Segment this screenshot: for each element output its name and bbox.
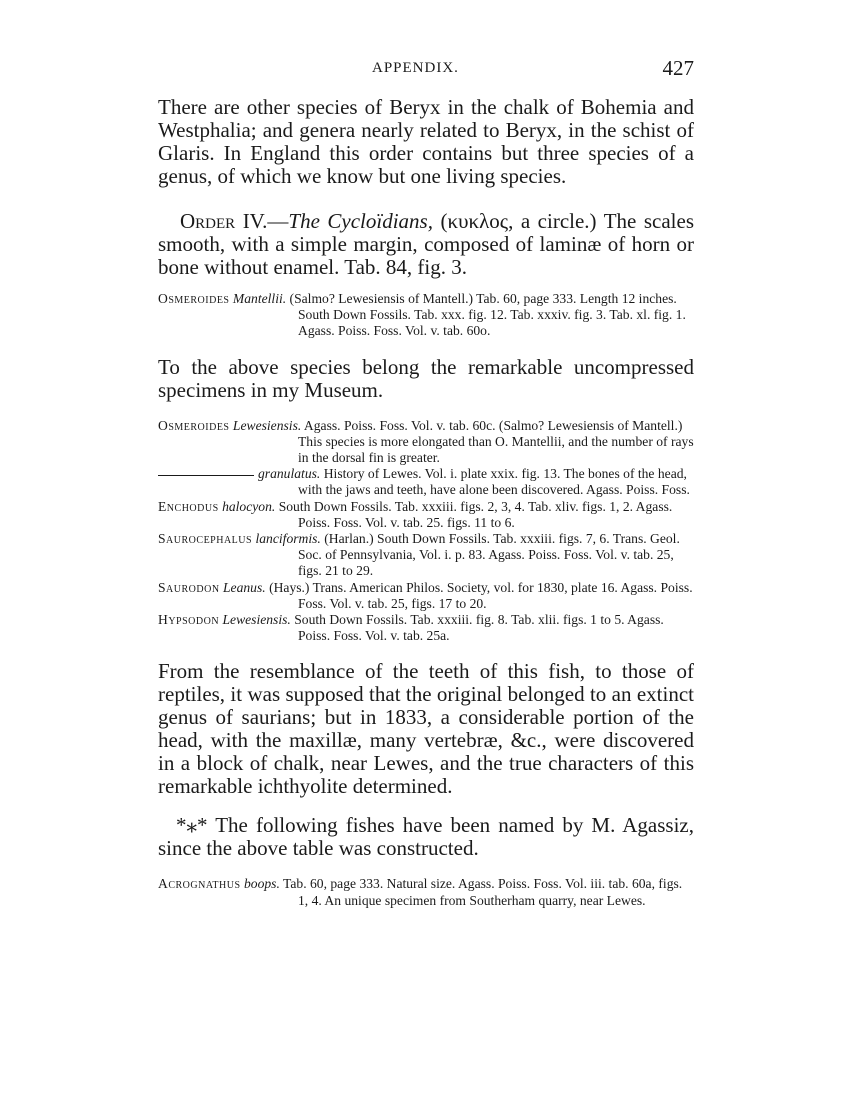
species-list-1 (158, 291, 694, 340)
species-entry (158, 418, 694, 467)
species-entry (158, 531, 694, 580)
entry-text: (Hays.) Trans. American Philos. Society, vol. for 1830, plate 16. Agass. Poiss. Foss. Vol. v. tab. 25, figs. 17 to 20. (269, 579, 693, 611)
species-entry (158, 876, 694, 908)
species-entry (158, 580, 694, 612)
page-number: 427 (662, 56, 694, 80)
genus-name: Acrognathus (158, 876, 241, 892)
species-name: lanciformis. (255, 531, 321, 547)
species-name: halocyon. (222, 498, 276, 514)
running-title: APPENDIX. (372, 60, 459, 76)
genus-name: Saurodon (158, 579, 220, 595)
species-name: Mantellii. (232, 291, 287, 306)
species-entry (158, 612, 694, 644)
genus-name: Osmeroides (158, 417, 230, 433)
genus-name: Saurocephalus (158, 531, 253, 547)
entry-text: Tab. 60, page 333. Natural size. Agass. Poiss. Foss. Vol. iii. tab. 60a, figs. 1, 4. An unique specimen from Southerham quarry, near Lewes. (283, 876, 683, 908)
species-entry (158, 291, 694, 340)
entry-text: South Down Fossils. Tab. xxxiii. figs. 2, 3, 4. Tab. xliv. figs. 1, 2. Agass. Poiss. Foss. Vol. v. tab. 25. figs. 11 to 6. (278, 498, 673, 530)
species-name: Lewesiensis. (232, 417, 302, 433)
agassiz-note-text: The following fishes have been named by M. Agassiz, since the above table was constructed. (158, 813, 694, 861)
resemblance-paragraph: From the resemblance of the teeth of this fish, to those of reptiles, it was supposed that the original belonged to an extinct genus of saurians; but in 1833, a considerable portion of the head, with the maxillæ, many vertebræ, &c., were discovered in a block of chalk, near Lewes, and the true characters of this remarkable ichthyolite determined. (158, 659, 694, 799)
ditto-dash (158, 475, 254, 476)
species-name: Lewesiensis. (222, 612, 291, 628)
intro-paragraph: There are other species of Beryx in the chalk of Bohemia and Westphalia; and genera nearly related to Beryx, in the schist of Glaris. In England this order contains but three species of a genus, of which we know but one living species. (158, 95, 694, 188)
entry-text: (Harlan.) South Down Fossils. Tab. xxxiii. figs. 7, 6. Trans. Geol. Soc. of Pennsylvania, Vol. i. p. 83. Agass. Poiss. Foss. Vol. v. tab. 25, figs. 21 to 29. (298, 531, 680, 579)
genus-name: Hypsodon (158, 612, 220, 628)
species-list-2 (158, 418, 694, 645)
order-name: The Cycloïdians, (288, 209, 433, 233)
entry-text: (Salmo? Lewesiensis of Mantell.) Tab. 60, page 333. Length 12 inches. South Down Fossils. Tab. xxx. fig. 12. Tab. xxxiv. fig. 3. Tab. xl. fig. 1. Agass. Poiss. Foss. Vol. v. tab. 60o. (289, 291, 686, 339)
species-name: granulatus. (258, 466, 321, 482)
species-entry (158, 499, 694, 531)
order-greek: (κυκλος, a circle.) (440, 209, 597, 233)
genus-name: Enchodus (158, 498, 219, 514)
genus-name: Osmeroides (158, 291, 230, 306)
order-label: Order IV. (180, 209, 268, 233)
entry-text: Agass. Poiss. Foss. Vol. v. tab. 60c. (Salmo? Lewesiensis of Mantell.) This species is more elongated than O. Mantellii, and the number of rays in the dorsal fin is greater. (298, 417, 694, 466)
asterism-marker: *⁎* (176, 813, 208, 838)
agassiz-note-paragraph (158, 814, 694, 860)
species-name: Leanus. (222, 579, 266, 595)
museum-paragraph: To the above species belong the remarkable uncompressed specimens in my Museum. (158, 354, 694, 402)
species-name: boops. (243, 876, 280, 892)
order-paragraph: Order IV.—The Cycloïdians, (κυκλος, a circle.) The scales smooth, with a simple margin, composed of laminæ of horn or bone without enamel. Tab. 84, fig. 3. (158, 209, 694, 279)
entry-text: History of Lewes. Vol. i. plate xxix. fig. 13. The bones of the head, with the jaws and teeth, have alone been discovered. Agass. Poiss. Foss. (298, 466, 690, 498)
entry-text: South Down Fossils. Tab. xxxiii. fig. 8. Tab. xlii. figs. 1 to 5. Agass. Poiss. Foss. Vol. v. tab. 25a. (294, 612, 664, 644)
species-entry (158, 466, 694, 498)
page-header (158, 58, 694, 84)
species-list-3 (158, 876, 694, 908)
order-description: The scales smooth, with a simple margin, composed of laminæ of horn or bone without enamel. Tab. 84, fig. 3. (158, 209, 694, 279)
page-body (158, 96, 694, 909)
